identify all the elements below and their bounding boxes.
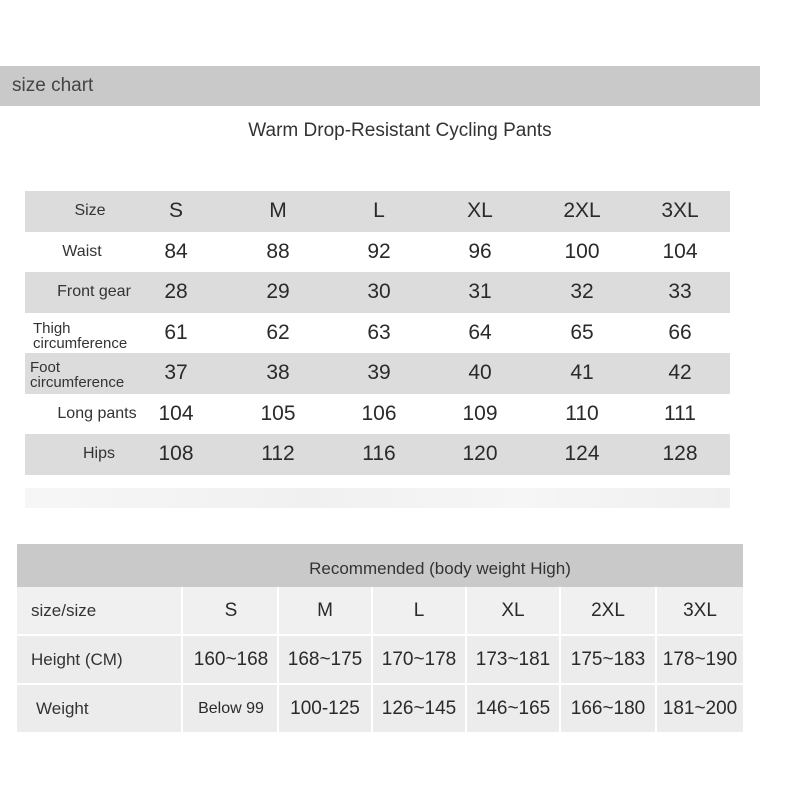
table-cell: Below 99 bbox=[185, 685, 279, 732]
row-label: Size bbox=[74, 202, 106, 220]
table-cell: 31 bbox=[468, 280, 492, 304]
row-label: Hips bbox=[82, 445, 115, 463]
table-cell: 62 bbox=[266, 320, 290, 344]
recommend-title: Recommended (body weight High) bbox=[17, 544, 743, 587]
table-cell: 175~183 bbox=[561, 636, 657, 683]
table-cell: 29 bbox=[266, 280, 290, 304]
table-cell: 63 bbox=[367, 320, 391, 344]
table-cell: 88 bbox=[266, 239, 290, 263]
table-cell: 92 bbox=[367, 239, 391, 263]
table-cell: 173~181 bbox=[467, 636, 561, 683]
table-cell: S bbox=[185, 587, 279, 634]
table-cell: 178~190 bbox=[662, 648, 738, 670]
table-cell: XL bbox=[467, 199, 493, 223]
table-cell: 64 bbox=[468, 320, 492, 344]
table-cell: 100-125 bbox=[279, 685, 373, 732]
table-cell: 128 bbox=[662, 442, 698, 466]
table-cell: M bbox=[269, 199, 287, 223]
table-cell: 96 bbox=[468, 239, 492, 263]
row-label-line1: Foot bbox=[30, 359, 61, 376]
row-label: Long pants bbox=[57, 404, 137, 422]
table-cell: L bbox=[373, 199, 385, 223]
table-cell: 33 bbox=[668, 280, 692, 304]
row-label: Weight bbox=[17, 685, 183, 732]
table-cell: 30 bbox=[367, 280, 391, 304]
product-title: Warm Drop-Resistant Cycling Pants bbox=[248, 120, 552, 141]
table-cell: S bbox=[168, 199, 183, 223]
table-cell: 120 bbox=[462, 442, 498, 466]
table-cell: 166~180 bbox=[561, 685, 657, 732]
table-cell: 104 bbox=[158, 401, 194, 425]
table-cell: 109 bbox=[462, 401, 498, 425]
row-label: Height (CM) bbox=[17, 636, 183, 683]
table-cell: 2XL bbox=[563, 199, 601, 223]
table-cell: 160~168 bbox=[185, 636, 279, 683]
table-cell: L bbox=[373, 587, 467, 634]
thigh-row bbox=[25, 313, 730, 354]
foot-row bbox=[25, 353, 730, 394]
table-cell: 84 bbox=[164, 239, 188, 263]
table-cell: 66 bbox=[668, 320, 692, 344]
row-label-line2: circumference bbox=[33, 334, 128, 352]
row-label: size/size bbox=[17, 587, 183, 634]
table-cell: 39 bbox=[367, 361, 391, 385]
table-cell: 181~200 bbox=[662, 697, 738, 719]
table-cell: 170~178 bbox=[373, 636, 467, 683]
table-cell: 108 bbox=[158, 442, 194, 466]
table-cell: XL bbox=[467, 587, 561, 634]
table-cell: 3XL bbox=[661, 199, 699, 223]
table-cell: 168~175 bbox=[279, 636, 373, 683]
table-cell: 106 bbox=[361, 401, 397, 425]
table-cell: 126~145 bbox=[373, 685, 467, 732]
table-cell: M bbox=[279, 587, 373, 634]
table-cell: 37 bbox=[164, 361, 188, 385]
table-cell: 105 bbox=[260, 401, 296, 425]
row-label-line1: Thigh bbox=[33, 319, 71, 337]
table-cell: 40 bbox=[468, 361, 492, 385]
table-cell: 42 bbox=[668, 361, 692, 385]
table-cell: 32 bbox=[570, 280, 594, 304]
blurred-watermark-strip bbox=[25, 488, 730, 508]
size-row bbox=[25, 191, 730, 232]
table-cell: 124 bbox=[564, 442, 600, 466]
recommend-weight-row bbox=[17, 685, 743, 734]
table-cell: 100 bbox=[564, 239, 600, 263]
long-pants-row bbox=[25, 394, 730, 435]
size-chart-label: size chart bbox=[12, 75, 94, 96]
recommend-height-row bbox=[17, 636, 743, 685]
table-cell: 116 bbox=[362, 442, 396, 466]
table-cell: 112 bbox=[261, 442, 295, 466]
size-chart-header bbox=[0, 66, 760, 106]
size-table bbox=[25, 191, 730, 475]
table-cell: 110 bbox=[565, 401, 599, 425]
table-cell: 38 bbox=[266, 361, 290, 385]
table-cell: 61 bbox=[164, 320, 188, 344]
table-cell: 104 bbox=[662, 239, 698, 263]
table-cell: 28 bbox=[164, 280, 188, 304]
table-cell: 41 bbox=[570, 361, 594, 385]
recommend-table bbox=[17, 544, 743, 734]
waist-row bbox=[25, 232, 730, 273]
table-cell: 3XL bbox=[683, 599, 717, 621]
table-cell: 111 bbox=[664, 401, 696, 425]
row-label: Front gear bbox=[57, 283, 131, 301]
table-cell: 2XL bbox=[561, 587, 657, 634]
hips-row bbox=[25, 434, 730, 475]
row-label-line2: circumference bbox=[30, 374, 125, 391]
front-gear-row bbox=[25, 272, 730, 313]
table-cell: 65 bbox=[570, 320, 594, 344]
recommend-size-row bbox=[17, 587, 743, 636]
table-cell: 146~165 bbox=[467, 685, 561, 732]
row-label: Waist bbox=[62, 242, 102, 260]
